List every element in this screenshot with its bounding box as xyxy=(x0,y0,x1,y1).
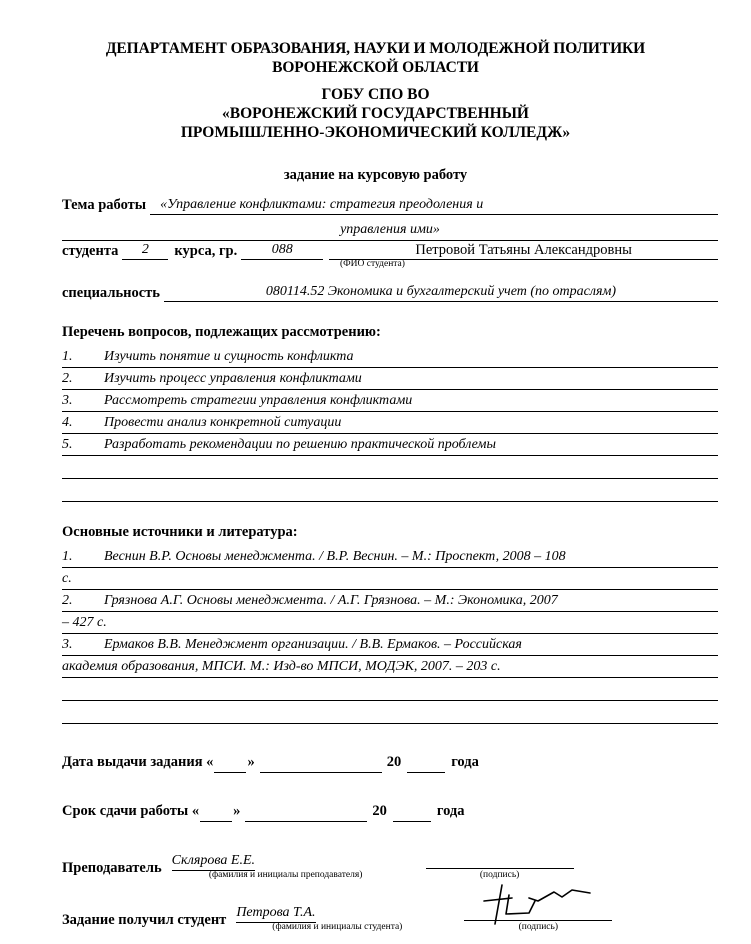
sources-list xyxy=(62,546,718,724)
question-item[interactable] xyxy=(62,434,718,456)
student-received-label: Задание получил студент xyxy=(62,912,227,929)
question-number: 2. xyxy=(62,371,73,387)
source-text-continued: с. xyxy=(62,571,72,587)
source-number: 2. xyxy=(62,593,73,609)
issue-date-year-prefix: 20 xyxy=(386,754,402,771)
organization-line-2: «ВОРОНЕЖСКИЙ ГОСУДАРСТВЕННЫЙ xyxy=(222,104,529,122)
organization-line-1: ГОБУ СПО ВО xyxy=(321,85,430,103)
issue-date-year-suffix: года xyxy=(451,754,479,771)
due-date-year-prefix: 20 xyxy=(372,803,387,820)
question-text: Изучить понятие и сущность конфликта xyxy=(104,349,354,365)
due-date-year-suffix: года xyxy=(436,803,465,820)
course-value[interactable]: 2 xyxy=(122,243,168,260)
issue-date-row xyxy=(62,754,718,773)
question-item[interactable] xyxy=(62,412,718,434)
organization-line-3: ПРОМЫШЛЕННО-ЭКОНОМИЧЕСКИЙ КОЛЛЕДЖ» xyxy=(180,123,571,141)
student-name-value: Петрова Т.А. xyxy=(236,905,315,923)
question-item[interactable] xyxy=(62,390,718,412)
topic-value-line-2[interactable]: управления ими» xyxy=(62,222,718,241)
department-line-2: ВОРОНЕЖСКОЙ ОБЛАСТИ xyxy=(272,58,479,76)
source-text: Веснин В.Р. Основы менеджмента. / В.Р. Веснин. – М.: Проспект, 2008 – 108 xyxy=(104,549,566,565)
source-item-continued[interactable] xyxy=(62,612,718,634)
source-text-continued: академия образования, МПСИ. М.: Изд-во МПСИ, МОДЭК, 2007. – 203 с. xyxy=(62,659,501,675)
question-number: 1. xyxy=(62,349,73,365)
sources-heading: Основные источники и литература: xyxy=(62,524,298,541)
student-signature-row xyxy=(62,900,718,932)
due-date-day-blank[interactable] xyxy=(200,806,232,822)
page-title: задание на курсовую работу xyxy=(283,166,468,183)
issue-date-quote-close: » xyxy=(247,754,255,771)
source-item[interactable] xyxy=(62,590,718,612)
issue-date-month-blank[interactable] xyxy=(260,757,382,773)
questions-heading: Перечень вопросов, подлежащих рассмотрению: xyxy=(62,324,381,341)
source-number: 3. xyxy=(62,637,73,653)
student-signature-field[interactable] xyxy=(464,900,612,932)
specialty-label: специальность xyxy=(62,284,160,301)
source-number: 1. xyxy=(62,549,73,565)
teacher-signature-caption: (подпись) xyxy=(479,870,520,881)
question-number: 4. xyxy=(62,415,73,431)
due-date-quote-close: » xyxy=(233,803,241,820)
source-item-continued[interactable] xyxy=(62,656,718,678)
topic-value-line-1[interactable]: «Управление конфликтами: стратегия преодоления и xyxy=(150,198,718,215)
source-item-continued[interactable] xyxy=(62,568,718,590)
due-date-month-blank[interactable] xyxy=(245,806,367,822)
issue-date-year-blank[interactable] xyxy=(407,757,445,773)
due-date-row xyxy=(62,803,718,822)
source-text: Ермаков В.В. Менеджмент организации. / В.В. Ермаков. – Российская xyxy=(104,637,522,653)
questions-list xyxy=(62,346,718,502)
question-text: Рассмотреть стратегии управления конфликтами xyxy=(104,393,413,409)
source-text: Грязнова А.Г. Основы менеджмента. / А.Г. Грязнова. – М.: Экономика, 2007 xyxy=(104,593,558,609)
document-body xyxy=(0,198,751,933)
source-item[interactable] xyxy=(62,634,718,656)
student-name-value[interactable]: Петровой Татьяны Александровны xyxy=(329,243,718,261)
question-blank-line[interactable] xyxy=(62,479,718,502)
specialty-row xyxy=(62,285,718,302)
topic-row xyxy=(62,198,718,215)
topic-label: Тема работы xyxy=(62,197,147,214)
student-name-caption: (ФИО студента) xyxy=(340,259,405,270)
question-blank-line[interactable] xyxy=(62,456,718,479)
teacher-name-field[interactable] xyxy=(172,852,400,880)
teacher-signature-blank xyxy=(426,848,574,869)
student-name-field[interactable] xyxy=(236,904,438,932)
question-text: Изучить процесс управления конфликтами xyxy=(104,371,362,387)
question-item[interactable] xyxy=(62,368,718,390)
question-number: 5. xyxy=(62,437,73,453)
question-number: 3. xyxy=(62,393,73,409)
group-value[interactable]: 088 xyxy=(241,243,323,260)
source-text-continued: – 427 с. xyxy=(62,615,107,631)
student-signature-caption: (подпись) xyxy=(518,922,559,933)
question-text: Разработать рекомендации по решению практической проблемы xyxy=(104,437,496,453)
question-item[interactable] xyxy=(62,346,718,368)
student-name-caption: (фамилия и инициалы студента) xyxy=(272,922,403,933)
teacher-label: Преподаватель xyxy=(62,860,162,877)
issue-date-day-blank[interactable] xyxy=(214,757,246,773)
student-name-caption-row xyxy=(62,260,718,273)
due-date-year-blank[interactable] xyxy=(393,806,431,822)
source-item[interactable] xyxy=(62,546,718,568)
document-header xyxy=(0,0,751,143)
due-date-label: Срок сдачи работы « xyxy=(62,803,200,820)
topic-row-continued xyxy=(62,222,718,241)
student-signature-blank xyxy=(464,900,612,921)
source-blank-line[interactable] xyxy=(62,678,718,701)
teacher-signature-row xyxy=(62,848,718,880)
student-label: студента xyxy=(62,242,119,259)
student-row xyxy=(62,243,718,261)
specialty-value[interactable]: 080114.52 Экономика и бухгалтерский учет (по отраслям) xyxy=(164,285,718,302)
course-label: курса, гр. xyxy=(174,242,238,259)
teacher-name-value: Склярова Е.Е. xyxy=(172,853,255,871)
question-text: Провести анализ конкретной ситуации xyxy=(104,415,342,431)
source-blank-line[interactable] xyxy=(62,701,718,724)
teacher-name-caption: (фамилия и инициалы преподавателя) xyxy=(208,870,363,881)
teacher-signature-field[interactable] xyxy=(426,848,574,880)
department-line-1: ДЕПАРТАМЕНТ ОБРАЗОВАНИЯ, НАУКИ И МОЛОДЕЖНОЙ ПОЛИТИКИ xyxy=(105,40,646,57)
issue-date-label: Дата выдачи задания « xyxy=(62,754,214,771)
